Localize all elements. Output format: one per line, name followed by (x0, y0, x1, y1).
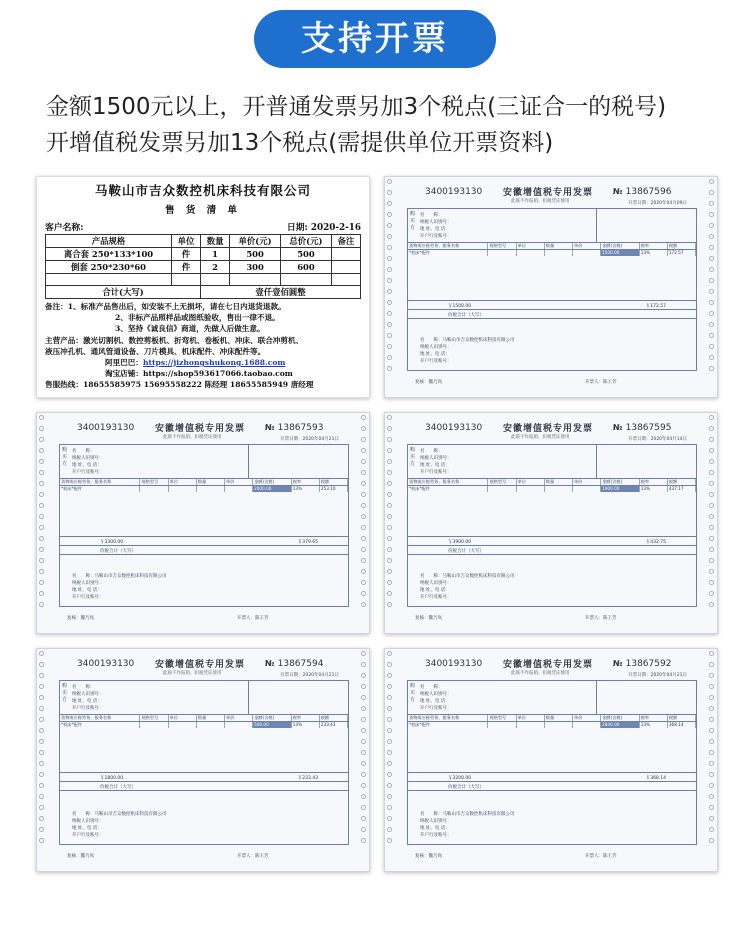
invoice-subtitle: 此联不作报销、扣税凭证使用 (511, 671, 570, 676)
invoice-date: 开票日期：2020年04月09日 (628, 201, 687, 206)
total-cn-row: 价税合计（大写） (408, 546, 696, 555)
tractor-holes (387, 179, 393, 395)
invoice-date: 开票日期：2020年04月21日 (628, 673, 687, 678)
password-zone (248, 681, 348, 714)
tractor-holes (39, 651, 45, 869)
sales-table-header: 产品规格 单位 数量 单价(元) 总价(元) 备注 (46, 235, 361, 248)
table-row (46, 274, 361, 286)
total-row: ￥1500.00 ￥172.57 (408, 301, 696, 310)
invoice-number: № 13867593 (265, 423, 324, 433)
total-row: ￥3300.00 ￥379.65 (60, 537, 348, 546)
invoice-body (407, 444, 697, 607)
sales-list-title: 售 货 清 单 (165, 205, 241, 216)
table-row: *机床*配件 1500.00 13% 172.57 (408, 250, 696, 256)
invoice-title: 安徽增值税专用发票 (503, 188, 594, 198)
invoice-body (407, 680, 697, 845)
seller-section: 名 称：马鞍山市吉众数控机床科技有限公司 纳税人识别号： 地 址、电 话： 开户行及账号： (420, 574, 515, 600)
invoice-subtitle: 此联不作报销、扣税凭证使用 (163, 671, 222, 676)
total-row: ￥3200.00 ￥368.14 (408, 773, 696, 782)
invoice-body (407, 208, 697, 371)
vat-invoice (36, 412, 370, 634)
total-row: ￥1800.00 ￥233.43 (60, 773, 348, 782)
total-cn-row: 价税合计（大写） (408, 782, 696, 791)
invoice-reviewer: 复核：魏乃岚 (415, 854, 442, 859)
taobao-link[interactable]: https://shop593617066.taobao.com (142, 369, 293, 379)
tractor-holes (361, 651, 367, 869)
buyer-section: 购买方 名 称： 纳税人识别号： 地 址、电 话： 开户行及账号： (408, 681, 696, 715)
invoice-code: 3400193130 (425, 187, 483, 197)
invoice-subtitle: 此联不作报销、扣税凭证使用 (511, 435, 570, 440)
vat-note-general: 金额1500元以上，开普通发票另加3个税点(三证合一的税号) (46, 94, 667, 120)
invoice-code: 3400193130 (77, 423, 135, 433)
buyer-section: 购买方 名 称： 纳税人识别号： 地 址、电 话： 开户行及账号： (408, 209, 696, 243)
invoice-reviewer: 复核：魏乃岚 (415, 380, 442, 385)
password-zone (596, 681, 696, 714)
vat-invoice (384, 176, 718, 398)
table-row: 离合套 250*133*100 件 1 500 500 (46, 248, 361, 261)
items-section (408, 243, 696, 301)
invoice-number: № 13867594 (265, 659, 324, 669)
invoice-code: 3400193130 (77, 659, 135, 669)
invoice-subtitle: 此联不作报销、扣税凭证使用 (511, 199, 570, 204)
sales-list-meta (45, 220, 361, 233)
items-header: 货物或应税劳务、服务名称 规格型号 单位 数量 单价 金额(含税) 税率 税额 (408, 479, 696, 486)
items-header: 货物或应税劳务、服务名称 规格型号 单位 数量 单价 金额(含税) 税率 税额 (60, 479, 348, 486)
items-section (60, 715, 348, 773)
table-row: *机床*配件 2000.00 13% 253.10 (60, 486, 348, 492)
sales-list-document (36, 176, 370, 398)
password-zone (596, 209, 696, 242)
invoice-support-banner: 支持开票 (254, 10, 496, 68)
password-zone (596, 445, 696, 478)
tractor-holes (387, 651, 393, 869)
seller-section: 名 称：马鞍山市吉众数控机床科技有限公司 纳税人识别号： 地 址、电 话： 开户行及账号： (72, 812, 167, 838)
invoice-code: 3400193130 (425, 423, 483, 433)
invoice-reviewer: 复核：魏乃岚 (67, 616, 94, 621)
table-row: *机床*配件 1900.00 13% 437.17 (408, 486, 696, 492)
invoice-issuer: 开票人：陈王芳 (585, 380, 617, 385)
hotline-numbers: 18655585975 15695558222 陈经理 18655585949 唐经理 (82, 380, 314, 390)
total-cn-row: 价税合计（大写） (60, 782, 348, 791)
tractor-holes (39, 415, 45, 631)
invoice-title: 安徽增值税专用发票 (503, 660, 594, 670)
invoice-subtitle: 此联不作报销、扣税凭证使用 (163, 435, 222, 440)
tractor-holes (709, 179, 715, 395)
invoice-reviewer: 复核：魏乃岚 (67, 854, 94, 859)
seller-section: 名 称：马鞍山市吉众数控机床科技有限公司 纳税人识别号： 地 址、电 话： 开户行及账号： (72, 574, 167, 600)
invoice-issuer: 开票人：陈王芳 (585, 616, 617, 621)
items-section (408, 479, 696, 537)
buyer-section: 购买方 名 称： 纳税人识别号： 地 址、电 话： 开户行及账号： (408, 445, 696, 479)
password-zone (248, 445, 348, 478)
invoice-reviewer: 复核：魏乃岚 (415, 616, 442, 621)
sales-company-name: 马鞍山市吉众数控机床科技有限公司 (94, 183, 311, 198)
invoice-code: 3400193130 (425, 659, 483, 669)
sales-notes: 备注：1、标准产品售出后，如安装不上无损坏，请在七日内退货退款。 2、非标产品照样品或图纸验收，售出一律不退。 3、坚持《诚良信》商道，先做人后做生意。 主营产品：激光切割机、数控剪板机、折弯机、卷板机、冲床、联合冲剪机、 液压冲孔机、通风管道设备、刀片模具、机床配件、冲床配件等。 阿里巴巴：https://jizhongshukong.1688.com 淘宝店铺：https://shop593617066.taobao.com 售服热线：18655585975 15695558222 陈经理 18655585949 唐经理 (45, 302, 314, 390)
invoice-issuer: 开票人：陈王芳 (237, 616, 269, 621)
alibaba-link[interactable]: https://jizhongshukong.1688.com (142, 358, 286, 368)
tractor-holes (387, 415, 393, 631)
table-row: *机床*配件 500.00 13% 233.43 (60, 722, 348, 728)
customer-label: 客户名称: (45, 223, 84, 233)
invoice-body (59, 680, 349, 845)
invoice-issuer: 开票人：陈王芳 (585, 854, 617, 859)
invoice-title: 安徽增值税专用发票 (155, 424, 246, 434)
invoice-number: № 13867592 (613, 659, 672, 669)
total-cn-row: 价税合计（大写） (408, 310, 696, 319)
vat-note-special: 开增值税发票另加13个税点(需提供单位开票资料) (46, 130, 554, 156)
items-header: 货物或应税劳务、服务名称 规格型号 单位 数量 单价 金额(含税) 税率 税额 (408, 243, 696, 250)
sales-total-row: 合计(大写) 壹仟壹佰圆整 (46, 286, 361, 299)
vat-invoice (384, 412, 718, 634)
total-row: ￥3900.00 ￥432.75 (408, 537, 696, 546)
invoice-body (59, 444, 349, 607)
date-field: 日期: 2020-2-16 (286, 223, 361, 233)
invoice-number: № 13867596 (613, 187, 672, 197)
items-section (60, 479, 348, 537)
total-cn-row: 价税合计（大写） (60, 546, 348, 555)
sales-table (45, 234, 361, 299)
invoice-issuer: 开票人：陈王芳 (237, 854, 269, 859)
table-row: 倒套 250*230*60 件 2 300 600 (46, 261, 361, 274)
items-section (408, 715, 696, 773)
items-header: 货物或应税劳务、服务名称 规格型号 单位 数量 单价 金额(含税) 税率 税额 (60, 715, 348, 722)
tractor-holes (709, 651, 715, 869)
tractor-holes (361, 415, 367, 631)
invoice-title: 安徽增值税专用发票 (155, 660, 246, 670)
invoice-date: 开票日期：2020年04月21日 (280, 673, 339, 678)
invoice-title: 安徽增值税专用发票 (503, 424, 594, 434)
invoice-date: 开票日期：2020年04月14日 (628, 437, 687, 442)
buyer-section: 购买方 名 称： 纳税人识别号： 地 址、电 话： 开户行及账号： (60, 681, 348, 715)
invoice-date: 开票日期：2020年04月21日 (280, 437, 339, 442)
tractor-holes (709, 415, 715, 631)
seller-section: 名 称：马鞍山市吉众数控机床科技有限公司 纳税人识别号： 地 址、电 话： 开户行及账号： (420, 338, 515, 364)
items-header: 货物或应税劳务、服务名称 规格型号 单位 数量 单价 金额(含税) 税率 税额 (408, 715, 696, 722)
table-row: *机床*配件 2840.00 13% 368.14 (408, 722, 696, 728)
seller-section: 名 称：马鞍山市吉众数控机床科技有限公司 纳税人识别号： 地 址、电 话： 开户行及账号： (420, 812, 515, 838)
invoice-number: № 13867595 (613, 423, 672, 433)
vat-invoice (384, 648, 718, 872)
buyer-section: 购买方 名 称： 纳税人识别号： 地 址、电 话： 开户行及账号： (60, 445, 348, 479)
vat-invoice (36, 648, 370, 872)
